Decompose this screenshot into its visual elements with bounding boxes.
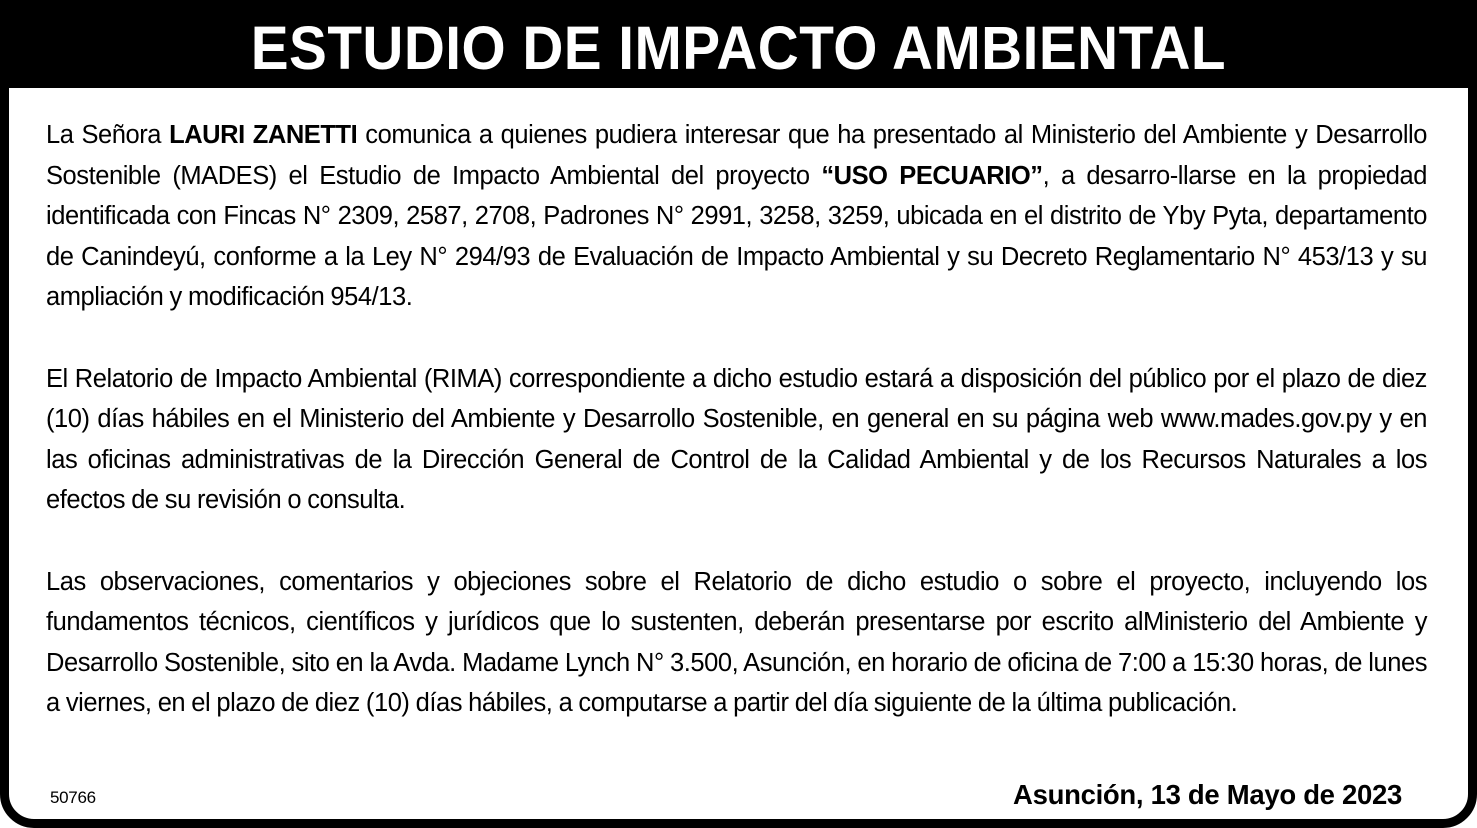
- paragraph-presentation: [46, 115, 1427, 318]
- paragraph-observations: Las observaciones, comentarios y objeciones sobre el Relatorio de dicho estudio o sobre el proyecto, incluyendo los fundamentos técnicos, científicos y jurídicos que lo sustenten, deberán presentarse por escrito alMinisterio del Ambiente y Desarrollo Sostenible, sito en la Avda. Madame Lynch N° 3.500, Asunción, en horario de oficina de 7:00 a 15:30 horas, de lunes a viernes, en el plazo de diez (10) días hábiles, a computarse a partir del día siguiente de la última publicación.: [46, 567, 1427, 717]
- notice-body: [46, 115, 1427, 765]
- paragraph-rima-availability: El Relatorio de Impacto Ambiental (RIMA) correspondiente a dicho estudio estará a disposición del público por el plazo de diez (10) días hábiles en el Ministerio del Ambiente y Desarrollo Sostenible, en general en su página web www.mades.gov.py y en las oficinas administrativas de la Dirección General de Control de la Calidad Ambiental y de los Recursos Naturales a los efectos de su revisión o consulta.: [46, 364, 1427, 514]
- date-line: Asunción, 13 de Mayo de 2023: [1013, 779, 1402, 810]
- reference-number: 50766: [50, 788, 96, 807]
- presentation-text: comunica a quienes pudiera interesar que ha presentado al Ministerio del Ambiente y Desarrollo Sostenible (MADES) el Estudio de Impacto Ambiental del proyecto: [46, 121, 1427, 190]
- location-text: , a desarro-llarse en la propiedad identificada con Fincas N° 2309, 2587, 2708, Padrones N° 2991, 3258, 3259, ubicada en el distrito de Yby Pyta, departamento de Canindeyú, conforme a la Ley N° 294/93 de Evaluación de Impacto Ambiental y su Decreto Reglamentario N° 453/13 y su ampliación y modificación 954/13.: [46, 161, 1428, 311]
- proponent-name: LAURI ZANETTI: [169, 121, 358, 149]
- title-banner: [9, 9, 1468, 88]
- intro-text: La Señora: [46, 121, 170, 149]
- project-name: “USO PECUARIO”: [821, 161, 1043, 190]
- notice-title: ESTUDIO DE IMPACTO AMBIENTAL: [250, 14, 1227, 82]
